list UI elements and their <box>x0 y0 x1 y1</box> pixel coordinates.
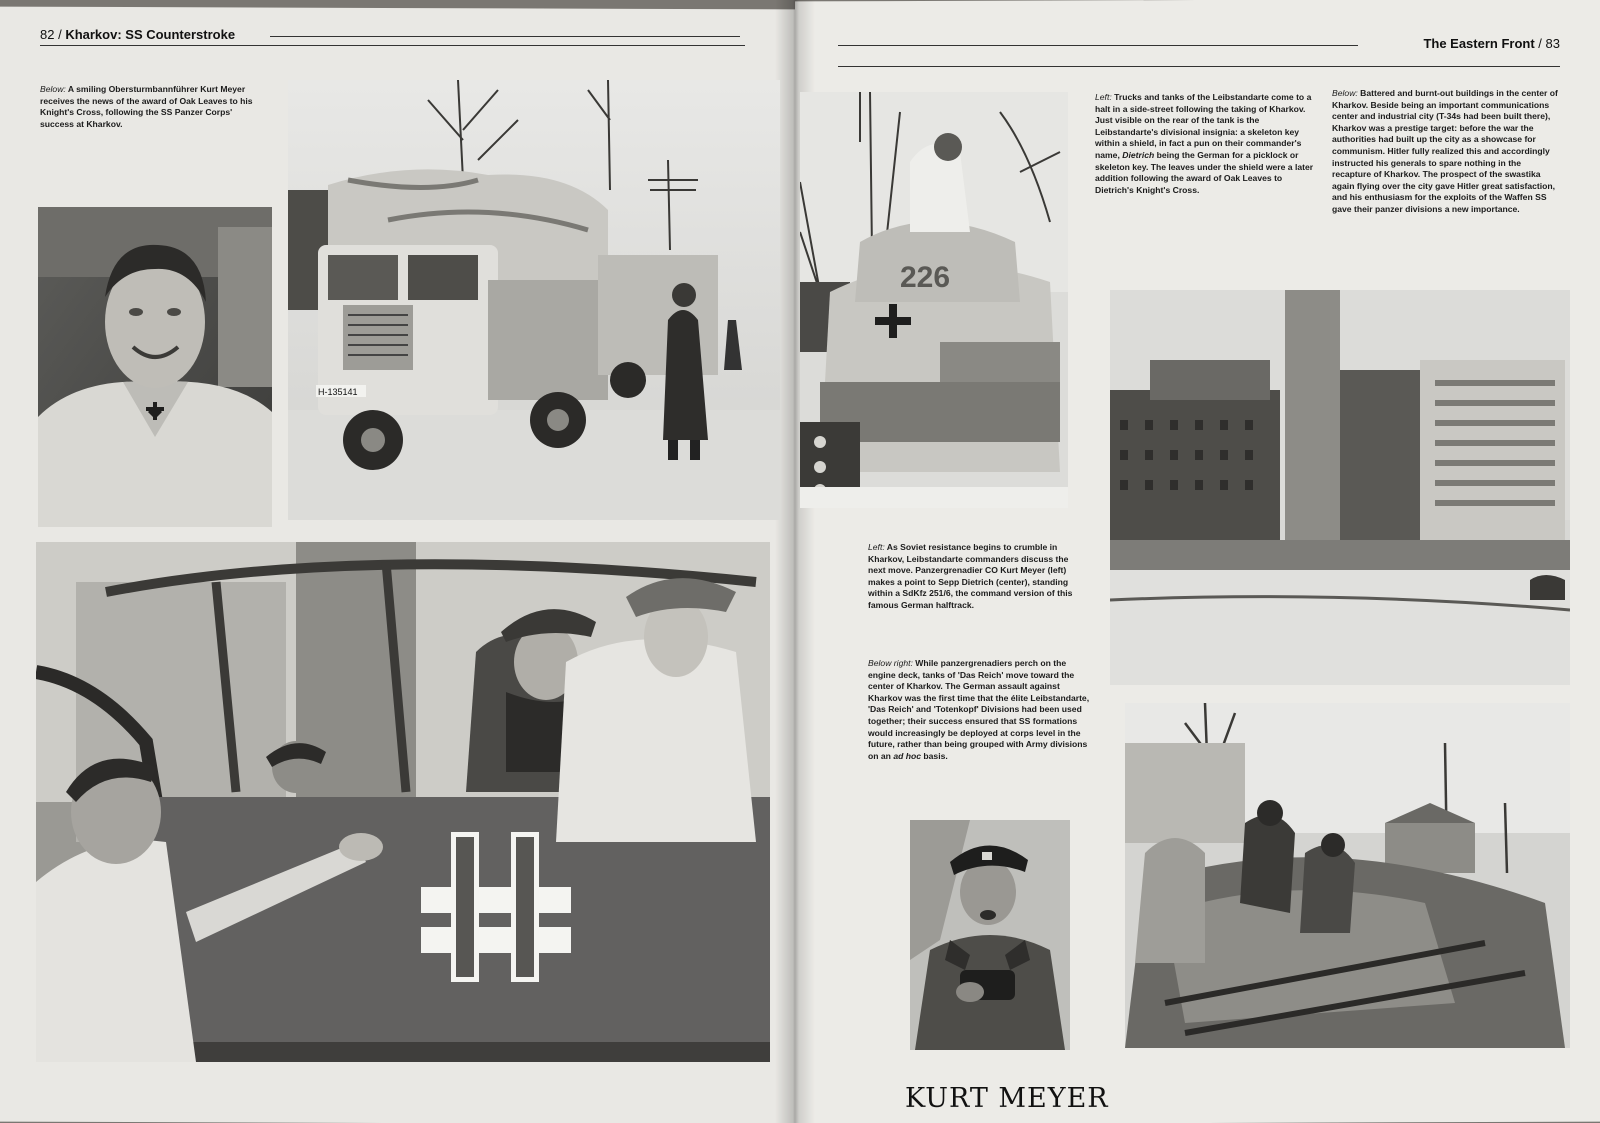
caption-text: A smiling Obersturmbannführer Kurt Meyer receives the news of the award of Oak Leaves to his Knight's Cross, following the SS Panzer Corps' success at Kharkov. <box>40 84 253 129</box>
kurt-meyer-signature: KURT MEYER <box>905 1083 1109 1114</box>
caption-text-part-1: Trucks and tanks of the Leibstandarte come to a halt in a side-street following the taking of Kharkov. Just visible on the rear of the tank is the Leibstandarte's divisional insignia: a skeleton key within a shield, in fact a pun on their commander's name, <box>1095 92 1312 160</box>
tank-number: 226 <box>900 261 951 294</box>
caption-text: Battered and burnt-out buildings in the center of Kharkov. Beside being an important communications center and industrial city (T-34s had been built there), Kharkov was a prestige target: before the war the authorities had built up the city as a showcase for communism. Hitler fully realized this and accordingly instructed his generals to spare nothing in the recapture of Kharkov. The prospect of the swastika again flying over the city gave Hitler great satisfaction, and his enthusiasm for the exploits of the Waffen SS gave their panzer divisions a new importance. <box>1332 88 1558 214</box>
photo-buildings <box>1110 290 1570 685</box>
caption-text-part-1: While panzergrenadiers perch on the engine deck, tanks of 'Das Reich' move toward the center of Kharkov. The German assault against Kharkov was the first time that the élite Leibstandarte, 'Das Reich' and 'Totenkopf' Divisions had been used together; their success ensured that SS formations would increasingly be deployed at corps level in the future, rather than being grouped with Army divisions on an <box>868 658 1090 761</box>
caption-lead: Below: <box>40 84 66 94</box>
caption-lead: Left: <box>1095 92 1112 102</box>
caption-meyer <box>40 84 265 130</box>
caption-trucks <box>1095 92 1320 196</box>
caption-text-part-2: being the German for a picklock or skeleton key. The leaves under the shield were a later addition following the award of Oak Leaves to Dietrich's Knight's Cross. <box>1095 149 1314 195</box>
photo-portrait-binoculars <box>910 820 1070 1050</box>
caption-text-part-2: basis. <box>921 750 948 761</box>
page-number-right: 83 <box>1545 36 1560 51</box>
photo-tank <box>800 92 1068 508</box>
header-rule-left-upper <box>270 36 740 37</box>
photo-trucks <box>288 80 780 520</box>
page-number-left: 82 <box>40 27 55 42</box>
photo-halftrack <box>36 542 770 1062</box>
truck-plate: H-135141 <box>318 387 358 397</box>
section-title-left: Kharkov: SS Counterstroke <box>65 27 236 42</box>
running-head-left <box>40 27 235 42</box>
header-rule-left <box>40 45 745 46</box>
caption-italic: ad hoc <box>893 750 922 761</box>
header-rule-right <box>838 66 1560 67</box>
photo-portrait <box>38 207 272 527</box>
caption-lead: Left: <box>868 542 885 552</box>
caption-das-reich <box>868 658 1090 762</box>
caption-buildings <box>1332 88 1562 216</box>
header-separator-left: / <box>54 27 66 42</box>
header-separator-right: / <box>1534 36 1546 51</box>
header-rule-right-upper <box>838 45 1358 46</box>
running-head-right <box>1423 36 1560 51</box>
section-title-right: The Eastern Front <box>1423 36 1535 51</box>
caption-lead: Below right: <box>868 658 913 668</box>
caption-italic: Dietrich <box>1122 149 1155 160</box>
caption-halftrack <box>868 542 1083 612</box>
photo-tanks-street <box>1125 703 1570 1048</box>
caption-lead: Below: <box>1332 88 1358 98</box>
caption-text: As Soviet resistance begins to crumble in Kharkov, Leibstandarte commanders discuss the next move. Panzergrenadier CO Kurt Meyer (left) makes a point to Sepp Dietrich (center), standing within a SdKfz 251/6, the command version of this famous German halftrack. <box>868 542 1073 610</box>
